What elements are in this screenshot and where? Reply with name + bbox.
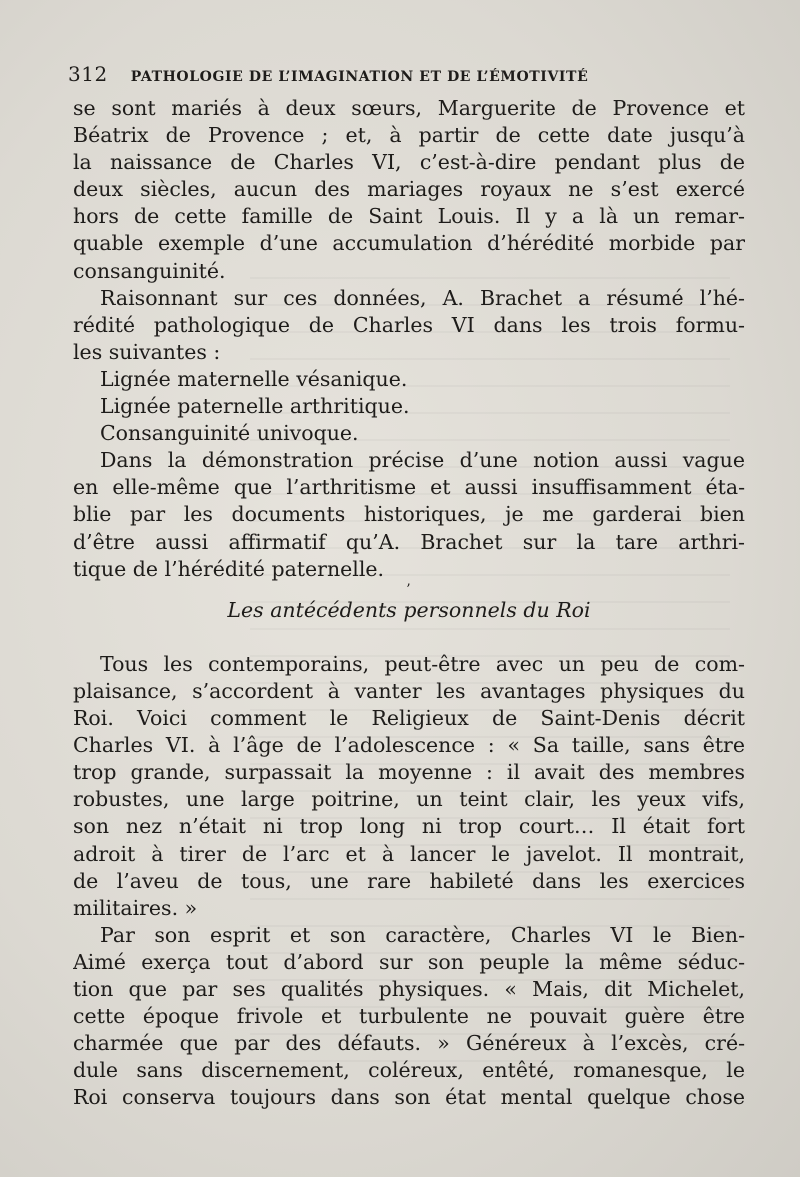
text-line: militaires. »: [73, 895, 198, 920]
text-line: adroit à tirer de l’arc et à lancer le javelot. Il montrait,: [73, 841, 745, 866]
text-line: Tous les contemporains, peut-être avec un peu de com-: [100, 651, 745, 676]
text-line: cette époque frivole et turbulente ne pouvait guère être: [73, 1004, 745, 1029]
text-line: Charles VI. à l’âge de l’adolescence : « Sa taille, sans être: [73, 733, 745, 758]
text-line: plaisance, s’accordent à vanter les avantages physiques du: [73, 678, 745, 703]
text-line: Aimé exerça tout d’abord sur son peuple la même séduc-: [73, 949, 745, 974]
text-line: de l’aveu de tous, une rare habileté dans les exercices: [73, 868, 745, 893]
formula-line: Lignée paternelle arthritique.: [100, 394, 410, 419]
body-text: [73, 95, 745, 1111]
text-line: Par son esprit et son caractère, Charles VI le Bien-: [100, 922, 745, 947]
text-line: se sont mariés à deux sœurs, Marguerite de Provence et: [73, 96, 745, 120]
text-line: Roi conserva toujours dans son état mental quelque chose: [73, 1085, 745, 1110]
text-line: tique de l’hérédité paternelle.: [73, 556, 385, 581]
formula-line: Consanguinité univoque.: [100, 421, 359, 446]
text-line: son nez n’était ni trop long ni trop court… Il était fort: [73, 814, 745, 839]
section-title: Les antécédents personnels du Roi: [227, 597, 591, 622]
text-line: quable exemple d’une accumulation d’hérédité morbide par: [73, 231, 745, 256]
text-line: blie par les documents historiques, je me garderai bien: [73, 502, 745, 527]
running-title: PATHOLOGIE DE L’IMAGINATION ET DE L’ÉMOTIVITÉ: [130, 69, 589, 85]
text-line: la naissance de Charles VI, c’est-à-dire pendant plus de: [73, 150, 745, 175]
text-line: hors de cette famille de Saint Louis. Il y a là un remar-: [73, 204, 745, 229]
section-spacer: [73, 624, 745, 651]
text-line: Béatrix de Provence ; et, à partir de cette date jusqu’à: [73, 123, 745, 148]
text-line: tion que par ses qualités physiques. « Mais, dit Michelet,: [73, 977, 745, 1001]
page-header: [68, 62, 748, 88]
printer-mark: ʼ: [405, 581, 411, 598]
text-line: en elle-même que l’arthritisme et aussi insuffisamment éta-: [73, 475, 745, 500]
text-line: Roi. Voici comment le Religieux de Saint-Denis décrit: [73, 706, 745, 731]
text-line: rédité pathologique de Charles VI dans les trois formu-: [73, 312, 745, 337]
text-line: les suivantes :: [73, 339, 221, 364]
text-line: charmée que par des défauts. » Généreux à l’excès, cré-: [73, 1031, 745, 1056]
text-line: dule sans discernement, coléreux, entêté, romanesque, le: [73, 1058, 745, 1083]
text-line: deux siècles, aucun des mariages royaux ne s’est exercé: [73, 177, 745, 202]
text-line: consanguinité.: [73, 258, 226, 283]
formula-line: Lignée maternelle vésanique.: [100, 366, 408, 391]
page-number: 312: [68, 62, 108, 86]
text-line: robustes, une large poitrine, un teint clair, les yeux vifs,: [73, 787, 745, 812]
text-line: Dans la démonstration précise d’une notion aussi vague: [100, 448, 745, 473]
text-line: trop grande, surpassait la moyenne : il avait des membres: [73, 760, 745, 785]
text-line: d’être aussi affirmatif qu’A. Brachet sur la tare arthri-: [73, 529, 745, 554]
text-line: Raisonnant sur ces données, A. Brachet a résumé l’hé-: [100, 285, 745, 310]
